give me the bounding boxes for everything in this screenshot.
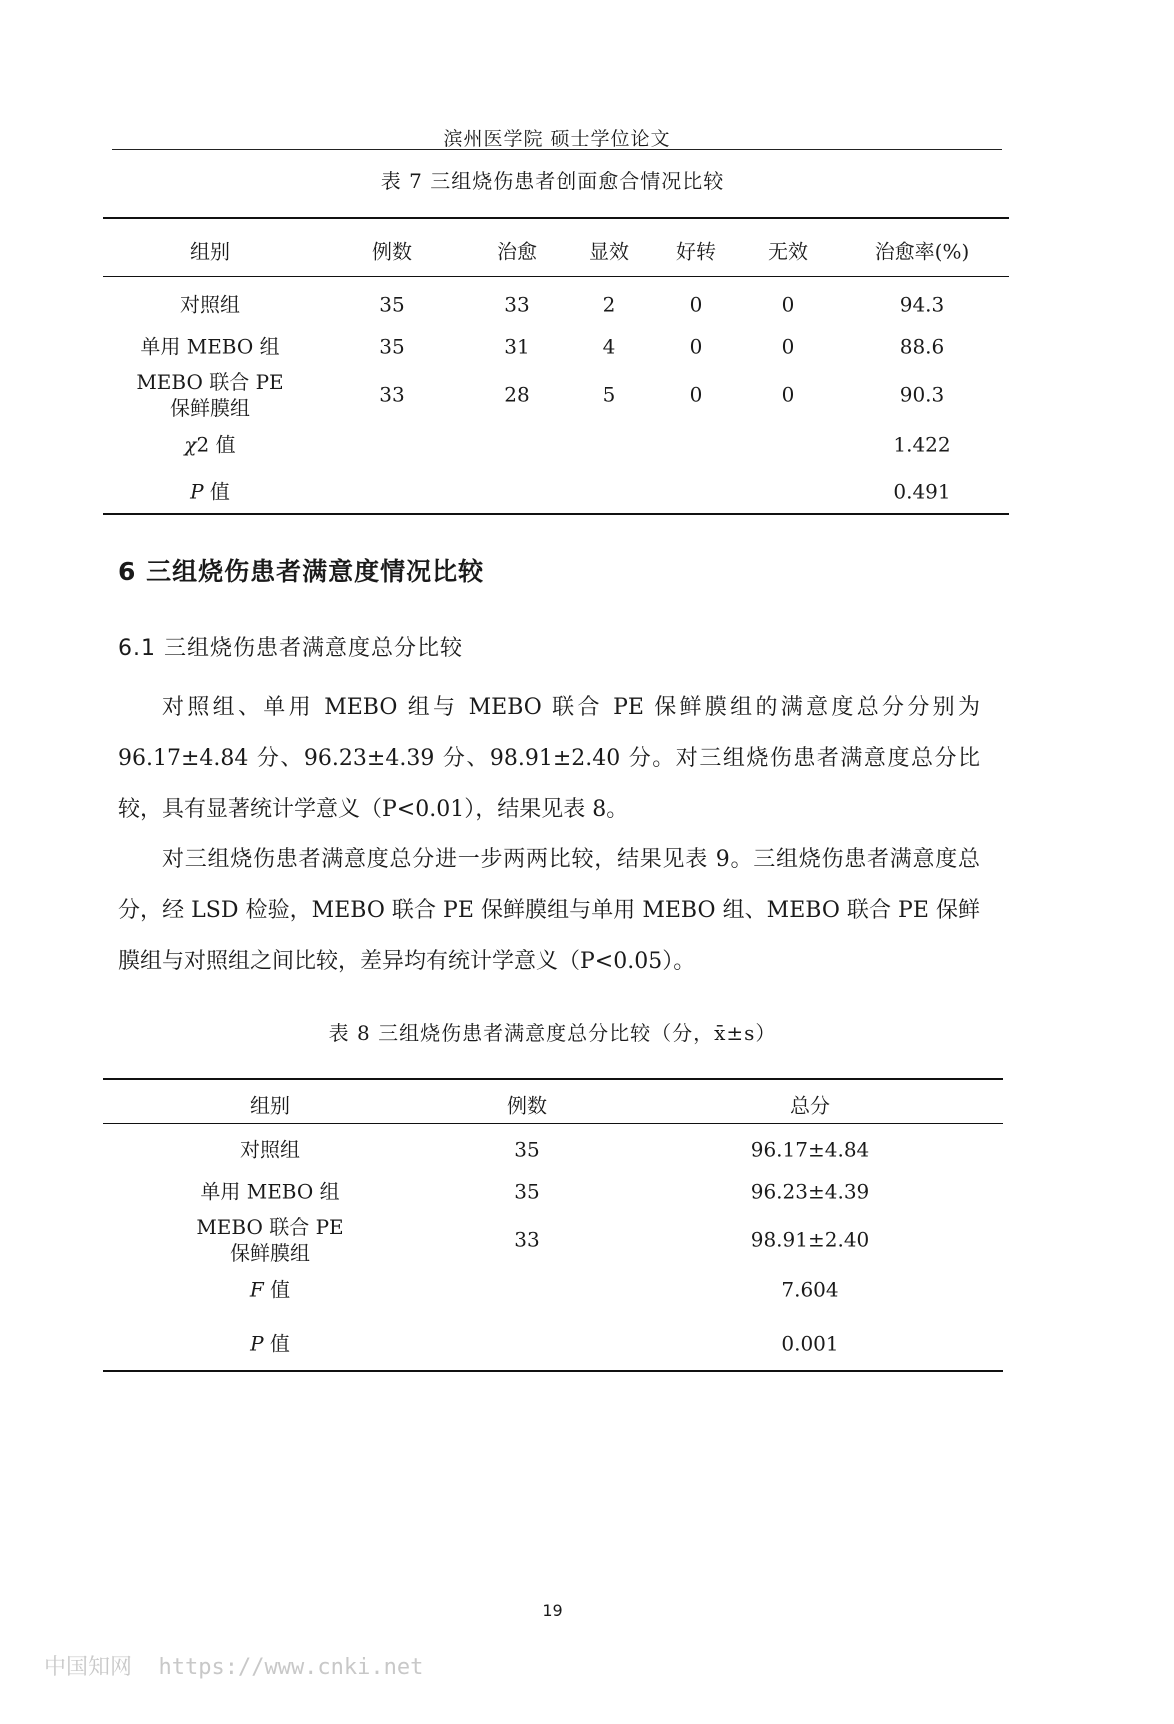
table8-cell: 33 [514,1227,540,1252]
table7-caption: 表 7 三组烧伤患者创面愈合情况比较 [380,169,725,193]
table7-stat-value: 0.491 [893,479,951,504]
table7-top-rule [103,217,1009,219]
table8-cell: 35 [514,1137,540,1162]
table8-header-cell: 组别 [250,1093,290,1118]
table7-cell: 2 [602,292,616,317]
table7-cell: 0 [781,292,795,317]
paragraph-1: 对照组、单用 MEBO 组与 MEBO 联合 PE 保鲜膜组的满意度总分分别为 96.17±4.84 分、96.23±4.39 分、98.91±2.40 分。对三组烧伤患者满意度总分比较，具有显著统计学意义（P<0.01），结果见表 8。 [118,695,980,822]
table7-header-cell: 好转 [676,239,716,264]
page-number: 19 [542,1601,563,1620]
running-header: 滨州医学院 硕士学位论文 [443,128,671,150]
table7-header-rule [103,276,1009,277]
table7-header-cell: 显效 [589,239,629,264]
table7-stat-label: χ2 值 [184,432,236,457]
table8-stat-value: 7.604 [781,1277,839,1302]
table7-cell: 31 [504,334,530,359]
table7-cell: 5 [602,382,616,407]
table7-cell: 33 [504,292,530,317]
table7-cell: 28 [504,382,530,407]
table8-stat-label: P 值 [250,1331,290,1356]
table8-header-cell: 总分 [790,1093,830,1118]
table7-cell: 单用 MEBO 组 [140,334,280,359]
table8-top-rule [103,1078,1003,1080]
table7-cell: 88.6 [899,334,945,359]
table7-cell: 94.3 [899,292,945,317]
table7-stat-label: P 值 [190,479,230,504]
table7-cell: 0 [781,334,795,359]
table8-cell: 96.23±4.39 [750,1179,870,1204]
table7-cell: 35 [379,292,405,317]
section-heading-6-1: 6.1 三组烧伤患者满意度总分比较 [118,636,463,661]
section-heading-6: 6 三组烧伤患者满意度情况比较 [118,557,485,586]
table7-stat-value: 1.422 [893,432,951,457]
table7-bottom-rule [103,513,1009,515]
table7-cell: 0 [689,292,703,317]
header-rule [112,149,1002,150]
table8-cell: 单用 MEBO 组 [200,1179,340,1204]
table8-cell: 35 [514,1179,540,1204]
table7-cell: 对照组 [180,292,240,317]
table7-header-cell: 无效 [768,239,808,264]
table8-header-cell: 例数 [507,1093,547,1118]
table8-cell: 98.91±2.40 [750,1227,870,1252]
table8-cell: 96.17±4.84 [750,1137,870,1162]
table7-header-cell: 组别 [190,239,230,264]
table7-header-cell: 治愈率(%) [874,239,970,264]
table8-stat-value: 0.001 [781,1331,839,1356]
table7-header-cell: 治愈 [497,239,537,264]
table7-cell: 90.3 [899,382,945,407]
table7-header-cell: 例数 [372,239,412,264]
table8-cell: MEBO 联合 PE 保鲜膜组 [196,1215,344,1265]
table8-caption: 表 8 三组烧伤患者满意度总分比较（分，x̄±s） [328,1021,777,1045]
cnki-watermark: 中国知网 https://www.cnki.net [44,1655,424,1680]
table8-bottom-rule [103,1370,1003,1372]
table7-cell: 35 [379,334,405,359]
table8-stat-label: F 值 [249,1277,291,1302]
table8-cell: 对照组 [240,1137,300,1162]
table7-cell: 4 [602,334,616,359]
paragraph-2: 对三组烧伤患者满意度总分进一步两两比较，结果见表 9。三组烧伤患者满意度总分，经 LSD 检验，MEBO 联合 PE 保鲜膜组与单用 MEBO 组、MEBO 联合 PE 保鲜膜组与对照组之间比较，差异均有统计学意义（P<0.05）。 [118,847,980,974]
table7-cell: MEBO 联合 PE 保鲜膜组 [136,370,284,420]
table7-cell: 0 [689,382,703,407]
table7-cell: 0 [689,334,703,359]
table8-header-rule [103,1123,1003,1124]
table7-cell: 0 [781,382,795,407]
table7-cell: 33 [379,382,405,407]
